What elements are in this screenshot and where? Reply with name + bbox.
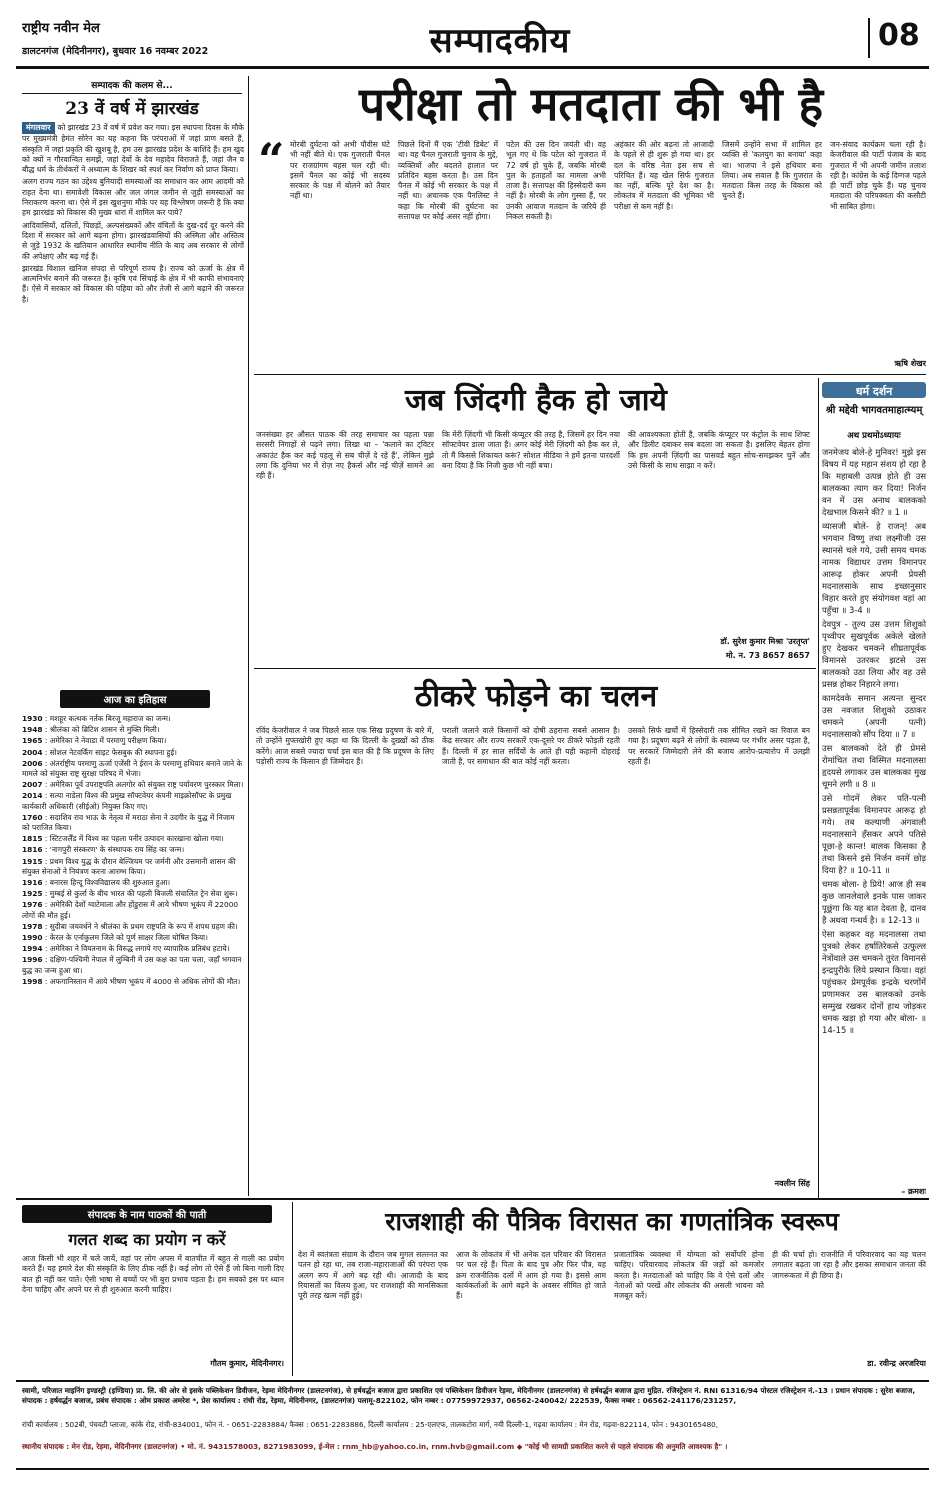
history-year: 1916 (22, 878, 43, 888)
history-item: 1994 : अमेरिका ने वियतनाम के विरुद्ध लगाये गए व्यापारिक प्रतिबंध हटाये। (22, 944, 230, 954)
history-year: 1930 (22, 714, 43, 723)
history-text: सत्या नाडेला विश्व की प्रमुख सॉफ्टवेयर कंपनी माइक्रोसॉफ्ट के प्रमुख कार्यकारी अधिकारी (सीईओ) नियुक्त किए गए। (22, 791, 232, 811)
hack-column: की आवश्यकता होती है, जबकि कंप्यूटर पर कंट्रोल के साथ शिफ्ट और डिलीट दबाकर सब बदला जा सकता है। इसलिए बेहतर होगा कि हम अपनी ज़िंदगी का पासवर्ड बहुत सोच-समझकर चुनें और उसे किसी के साथ साझा न करें। (628, 430, 810, 470)
history-item: 2004 : सोशल नेटवर्किंग साइट फेसबुक की स्थापना हुई। (22, 747, 177, 757)
history-year: 1996 (22, 955, 43, 965)
contact: स्थानीय संपादक : मेन रोड, रेड़मा, मेदिनीनगर (डालटनगंज) • मो. नं. 9431578003, 8271983099, ई-मेल : rnm_hb@yahoo.co.in, rnm.hvb@gmail.com ◆ "कोई भी सामग्री प्रकाशित करने से पहले संपादक की अनुमति आवश्यक है" । (22, 1442, 728, 1451)
rajshahi-column: देश में स्वतंत्रता संग्राम के दौरान जब मुगल सल्तनत का पतन हो रहा था, तब राजा-महाराजाओं की परंपरा एक अलग रूप में आगे बढ़ रही थी। आजादी के बाद रियासतों का विलय हुआ, पर राजशाही की मानसिकता पूरी तरह खत्म नहीं हुई। (298, 1250, 448, 1301)
history-year: 2006 (22, 758, 43, 768)
section-rule (16, 1198, 929, 1200)
history-title: आज का इतिहास (60, 690, 210, 708)
lead-headline: परीक्षा तो मतदाता की भी है (358, 77, 824, 131)
letters-box-title: संपादक के नाम पाठकों की पाती (22, 1205, 272, 1223)
rajshahi-byline: डा. रवीन्द्र अरजरिया (867, 1359, 926, 1368)
thikre-column: पराली जलाने वाले किसानों को दोषी ठहराना सबसे आसान है। केंद्र सरकार और राज्य सरकारें एक-दूसरे पर ठीकरे फोड़ती रहती हैं। दिल्ली में हर साल सर्दियों के आते ही यही कहानी दोहराई जाती है, पर समाधान की बात कोई नहीं करता। (442, 726, 620, 766)
rajshahi-headline: राजशाही की पैत्रिक विरासत का गणतांत्रिक स्वरूप (385, 1207, 839, 1236)
history-year: 1948 (22, 725, 43, 735)
history-item: 1976 : अमेरिकी देशों ग्वाटेमाला और होंडुरास में आये भीषण भूकंप में 22000 लोगों की मौत हुई। (22, 900, 239, 920)
lead-column: पिछले दिनों मैं एक 'टीवी डिबेट' में था। वह चैनल गुजराती चुनाव के मुद्दे, व्यक्तियों और बदलते हालात पर प्रतिदिन बहस करता है। उस दिन पैनल में कोई भी सरकार के पक्ष में नहीं था। अचानक एक पैनलिस्ट ने कहा कि मोरबी की दुर्घटना का सत्तापक्ष पर कोई असर नहीं होगा। (398, 140, 498, 222)
column-divider (818, 378, 819, 1198)
lead-column: जिसमें उन्होंने सभा में शामिल हर व्यक्ति से 'कलयुग का बनाया' कहा था। भाजपा ने इसे हथियार बना लिया। अब सवाल है कि गुजरात के मतदाता किस तरह के विकास को चुनते हैं। (722, 140, 822, 201)
rajshahi-column: आज के लोकतंत्र में भी अनेक दल परिवार की विरासत पर चल रहे हैं। पिता के बाद पुत्र और फिर पौत्र, यह क्रम राजनीतिक दलों में आम हो गया है। इससे आम कार्यकर्ताओं के आगे बढ़ने के अवसर सीमित हो जाते हैं। (456, 1250, 606, 1301)
rajshahi-column: प्रजातांत्रिक व्यवस्था में योग्यता को सर्वोपरि होना चाहिए। परिवारवाद लोकतंत्र की जड़ों को कमजोर करता है। मतदाताओं को चाहिए कि वे ऐसे दलों और नेताओं को परखें और लोकतंत्र की असली भावना को मजबूत करें। (614, 1250, 764, 1301)
history-text: सुदीबा जयवर्धने ने श्रीलंका के प्रथम राष्ट्रपति के रूप में शपथ ग्रहण की। (49, 921, 238, 931)
history-item: 1815 : स्टिटजर्लैंड में विश्व का पहला पनीर उत्पादन कारखाना खोला गया। (22, 834, 224, 844)
lead-column: जन-संवाद कार्यक्रम चला रही है। केजरीवाल की पार्टी पंजाब के बाद गुजरात में भी अपनी जमीन तलाश रही है। कांग्रेस के कई दिग्गज पहले ही पार्टी छोड़ चुके हैं। यह चुनाव मतदाता की परिपक्वता की कसौटी भी साबित होगा। (830, 140, 926, 211)
history-year: 1990 (22, 933, 43, 943)
history-item: 1816 : 'नागपुरी संस्करण' के संस्थापक राय सिंह का जन्म। (22, 845, 185, 855)
history-text: सोशल नेटवर्किंग साइट फेसबुक की स्थापना हुई। (49, 747, 177, 757)
editorial-para: झारखंड विशाल खनिज संपदा से परिपूर्ण राज्य है। राज्य को ऊर्जा के क्षेत्र में आत्मनिर्भर बनाने की जरूरत है। कृषि एवं सिंचाई के क्षेत्र में भी काफी संभावनाएं हैं। ऐसे में सरकार को विकास की पहिया को और तेजी से आगे बढ़ाने की जरूरत है। (22, 263, 244, 304)
history-text: मुम्बई से कुर्ला के बीच भारत की पहली बिजली संचालित ट्रेन सेवा शुरू। (49, 889, 238, 899)
history-text: सदाशिव राव भाऊ के नेतृत्व में मराठा सेना ने उदगीर के युद्ध में निजाम को पराजित किया। (22, 812, 235, 833)
history-item: 1965 : अमेरिका ने नेवाडा में परमाणु परीक्षण किया। (22, 736, 167, 746)
history-item: 1915 : प्रथम विश्व युद्ध के दौरान बेल्जियम पर जर्मनी और उत्तमानी शासन की संयुक्त सेनाओं ने नियंत्रण करना आरम्भ किया। (22, 856, 236, 876)
history-text: मशहूर कत्थक नर्तक बिरजू महाराज का जन्म। (49, 714, 171, 723)
page-number: 08 (868, 18, 928, 58)
history-text: दक्षिण-पश्चिमी नेपाल में लुम्बिनी में उस कक्ष का पता चला, जहाँ भगवान बुद्ध का जन्म हुआ था। (22, 955, 242, 975)
column-divider (292, 1202, 293, 1376)
column-divider (248, 76, 249, 1196)
history-year: 1816 (22, 845, 43, 855)
history-text: श्रीलंका को ब्रिटिश शासन से मुक्ति मिली। (49, 725, 160, 735)
history-text: स्टिटजर्लैंड में विश्व का पहला पनीर उत्पादन कारखाना खोला गया। (49, 834, 224, 844)
dharm-subtitle: अथ प्रथमोऽध्यायः (847, 431, 901, 441)
history-year: 2007 (22, 780, 43, 790)
lead-pullquote: मोरबी दुर्घटना को अभी पौवीस घंटे भी नहीं बीते थे। एक गुजराती चैनल पर राजग्रांगम बहस चल रही थी। इसमें पैनल का कोई भी सदस्य सरकार के पक्ष में बोलने को तैयार नहीं था। (290, 140, 390, 201)
dharm-para: उस बालकको देते ही प्रेमसे रोमांचित तथा विस्मित मदनालसा हृदयसे लगाकर उस बालकका मुख चूमने लगी ॥ 8 ॥ (822, 743, 926, 789)
history-text: अफगानिस्तान में आये भीषण भूकंप में 4000 से अधिक लोगों की मौत। (49, 976, 241, 986)
rajshahi-column: ही की चर्चा हो। राजनीति में परिवारवाद का यह चलन लगातार बढ़ता जा रहा है और इसका समाधान जनता की जागरूकता में ही छिपा है। (772, 1250, 926, 1280)
editorial-title: 23 वें वर्ष में झारखंड (65, 99, 199, 118)
hack-column: जनसंख्या हर औसत पाठक की तरह समाचार का पहला पन्ना सरसरी निगाहों से पढ़ने लगा। लिखा था – 'कलाने का ट्विटर अकाउंट हैक कर कई पहलू से सब चीज़ें दे रहे हैं', लेकिन मुझे लगा कि दुनिया भर में रोज़ नए हैकर्स और नई चीज़ें सामने आ रही हैं। (256, 430, 434, 481)
dharm-para: चमक बोला- हे प्रिये! आज ही सब कुछ जानलेवाले इनके पास जाकर पूछूंगा कि यह बात देवता है, दानव है अथवा गन्धर्व है। ॥ 12-13 ॥ (822, 879, 926, 925)
letters-byline: गौतम कुमार, मेदिनीनगर। (210, 1359, 284, 1368)
dharm-para: व्यासजी बोले- हे राजन्! अब भगवान विष्णु तथा लक्ष्मीजी उस स्थानसे चले गये, उसी समय चमक नामक विद्याधर उत्तम विमानपर आरूढ़ होकर अपनी प्रेयसी मदनालसाके साथ इच्छानुसार विहार करते हुए संयोगवश वहां आ पहुँचा ॥ 3-4 ॥ (822, 521, 926, 615)
hack-byline: डॉ. सुरेश कुमार मिश्रा 'उरतृप्त' (720, 637, 810, 646)
history-item: 1998 : अफगानिस्तान में आये भीषण भूकंप में 4000 से अधिक लोगों की मौत। (22, 976, 241, 986)
dharm-para: जनमेजय बोले-हे मुनिवर! मुझे इस विषय में यह महान संशय हो रहा है कि महाबली उत्पन्न होते ही उस बालकका त्याग कर दिया! निर्जन वन में उस अनाथ बालकको देखभाल किसने की? ॥ 1 ॥ (822, 447, 926, 517)
thikre-column: उसको सिर्फ खर्चों में हिस्सेदारी तक सीमित रखने का रिवाज बन गया है। प्रदूषण बढ़ने से लोगों के स्वास्थ्य पर गंभीर असर पड़ता है, पर सरकारें जिम्मेदारी लेने की बजाय आरोप-प्रत्यारोप में उलझी रहती हैं। (628, 726, 810, 766)
history-text: अमेरिकी देशों ग्वाटेमाला और होंडुरास में आये भीषण भूकंप में 22000 लोगों की मौत हुई। (22, 900, 239, 920)
history-year: 2004 (22, 747, 43, 757)
letters-body: आज किसी भी शहर में चले जायें, वहां पर लोग अपस में बातचीत में बहुत से गाली का प्रयोग करते हैं। यह हमारे देश की संस्कृति के लिए ठीक नहीं है। कई लोग तो ऐसे हैं जो बिना गाली दिए बात ही नहीं कर पाते। ऐसी भाषा से बच्चों पर भी बुरा प्रभाव पड़ता है। हम सबको इस पर ध्यान देना चाहिए और अपने घर से ही शुरुआत करनी चाहिए। (22, 1254, 284, 1294)
history-year: 2014 (22, 791, 43, 801)
editorial-tag: मंगलवार (22, 122, 55, 134)
history-year: 1998 (22, 976, 43, 986)
editorial-para: अलग राज्य गठन का उद्देश्य बुनियादी समस्याओं का समाधान कर आम आदमी को राहत देना था। समावेशी विकास और जल जंगल जमीन से जुड़ी समस्याओं का निराकरण करना था। ऐसे में इस खुशनुमा मौके पर यह विश्लेषण जरूरी है कि क्या हम झारखंड को विकास की मुख्य धारा में शामिल कर पाये? (22, 177, 244, 218)
quote-icon: “ (258, 140, 285, 180)
history-item: 2006 : अंतर्राष्ट्रीय परमाणु ऊर्जा एजेंसी ने ईरान के परमाणु हथियार बनाने जाने के मामले को संयुक्त राष्ट्र सुरक्षा परिषद में भेजा। (22, 758, 243, 779)
history-item: 2007 : अमेरिका पूर्व उपराष्ट्रपति अलगोर को संयुक्त राष्ट्र पर्यावरण पुरस्कार मिला। (22, 780, 244, 790)
masthead-rule (16, 66, 929, 69)
hack-column: कि मेरी ज़िंदगी भी किसी कंप्यूटर की तरह है, जिसमें हर दिन नया सॉफ्टवेयर डाला जाता है। अगर कोई मेरी ज़िंदगी को हैक कर ले, तो मैं किससे शिकायत करूं? सोशल मीडिया ने हमें इतना पारदर्शी बना दिया है कि निजी कुछ भी नहीं बचा। (442, 430, 620, 470)
history-text: केरल के एर्नाकुलम जिले को पूर्ण साक्षर जिला घोषित किया। (49, 933, 208, 943)
paper-name: राष्ट्रीय नवीन मेल (22, 21, 100, 36)
history-year: 1815 (22, 834, 43, 844)
history-text: अंतर्राष्ट्रीय परमाणु ऊर्जा एजेंसी ने ईरान के परमाणु हथियार बनाने जाने के मामले को संयुक्त राष्ट्र सुरक्षा परिषद में भेजा। (22, 758, 243, 779)
history-text: अमेरिका ने नेवाडा में परमाणु परीक्षण किया। (49, 736, 167, 746)
section-rule (254, 668, 816, 669)
section-title: सम्पादकीय (429, 21, 571, 60)
editorial-body (22, 122, 244, 682)
lead-column: अहंकार की ओर बढ़ना तो आजादी के पहले से ही शुरू हो गया था। हर दल के वरिष्ठ नेता इस सच से परिचित हैं। यह खेल सिर्फ गुजरात का नहीं, बल्कि पूरे देश का है। लोकतंत्र में मतदाता की भूमिका भी परीक्षा से कम नहीं है। (614, 140, 714, 211)
thikre-byline: नवलीन सिंह (774, 1179, 810, 1188)
dharm-footer: – क्रमशः (901, 1187, 926, 1196)
dharm-para: ऐसा कहकर वह मदनालसा तथा पुत्रको लेकर हर्षातिरेकसे उत्फुल्ल नेत्रोंवाले उस चमकने तुरंत विमानसे इन्द्रपुरीके लिये प्रस्थान किया। वहां पहुंचकर प्रेमपूर्वक इन्द्रके चरणोंमें प्रणामकर उस बालकको उनके सम्मुख रखकर दोनों हाथ जोड़कर चमक खड़ा हो गया और बोला- ॥ 14-15 ॥ (822, 929, 926, 1035)
letters-title: गलत शब्द का प्रयोग न करें (68, 1230, 226, 1249)
history-text: अमेरिका ने वियतनाम के विरुद्ध लगाये गए व्यापारिक प्रतिबंध हटाये। (49, 944, 230, 954)
history-year: 1925 (22, 889, 43, 899)
history-item: 1760 : सदाशिव राव भाऊ के नेतृत्व में मराठा सेना ने उदगीर के युद्ध में निजाम को पराजित किया। (22, 812, 235, 833)
imprint: स्वामी, परिजात माइनिंग इण्डस्ट्री (इण्डिया) प्रा. लि. की ओर से इसके पब्लिकेशन डिवीजन, रेड़मा मेदिनीनगर (डालटनगंज), से हर्षवर्द्धन बजाज द्वारा प्रकाशित एवं पब्लिकेशन डिवीजन रेड़मा, मेदिनीनगर (डालटनगंज) से हर्षवर्द्धन बजाज द्वारा मुद्रित. रजिस्ट्रेशन नं. RNI 61316/94 पोस्टल रजिस्ट्रेशन नं.-13 । प्रधान संपादक : सुरेश बजाज, संपादक : हर्षवर्द्धन बजाज, प्रबंध संपादक : ओम प्रकाश अमरेश *, प्रेस कार्यालय : रांची रोड, रेड़मा, मेदिनीनगर, (डालटनगंज) पलामू-822102, फोन नम्बर : 07759972937, 06562-240042/ 222539, फैक्स नम्बर : 06562-241176/231257, (22, 1386, 916, 1405)
dharm-para: उसे गोदमें लेकर पति-पत्नी प्रसन्नतापूर्वक विमानपर आरूढ़ हो गये। तब कल्याणी अंगवाली मदनालसाने हँसकर अपने पतिसे पूछा-हे कान्त! बालक किसका है तथा किसने इसे निर्जन वनमें छोड़ दिया है? ॥ 10-11 ॥ (822, 793, 926, 875)
history-year: 1994 (22, 944, 43, 954)
lead-byline: ऋषि शेखर (894, 359, 926, 368)
editorial-para: आदिवासियों, दलितों, पिछड़ों, अल्पसंख्यकों और वंचितों के दुख-दर्द दूर करने की दिशा में सरकार को आगे बढ़ना होगा। झारखंडवासियों की अस्मिता और अस्तित्व से जुड़े 1932 के खतियान आधारित स्थानीय नीति के बाद अब सरकार से लोगों की अपेक्षाएं और बढ़ गई हैं। (22, 220, 244, 261)
history-item: 2014 : सत्या नाडेला विश्व की प्रमुख सॉफ्टवेयर कंपनी माइक्रोसॉफ्ट के प्रमुख कार्यकारी अधिकारी (सीईओ) नियुक्त किए गए। (22, 791, 232, 811)
lead-column: पटेल की उस दिन जयंती थी। वह भूल गए थे कि पटेल को गुजरात में 72 वर्ष हो चुके हैं, जबकि मोरबी पुल के हताहतों का मामला अभी ताजा है। सत्तापक्ष की हिस्सेदारी कम नहीं है। मोरबी के लोग गुस्सा हैं, पर उनकी आवाज मतदान के जरिये ही निकल सकती है। (506, 140, 606, 222)
footer-rule (16, 1380, 929, 1382)
section-rule (254, 374, 926, 375)
history-year: 1965 (22, 736, 43, 746)
history-year: 1760 (22, 812, 43, 822)
history-item: 1916 : बनारस हिन्दू विश्वविद्यालय की शुरुआत हुआ। (22, 878, 171, 888)
history-year: 1915 (22, 856, 43, 866)
dharm-body (822, 446, 926, 1186)
editorial-para: को झारखंड 23 वें वर्ष में प्रवेश कर गया। इस स्थापना दिवस के मौके पर मुख्यमंत्री हेमंत सोरेन का यह कहना कि परंपराओं में जहां प्राण बसते हैं, संस्कृति में जहां प्रकृति की खुशबू है, हम उस झारखंड प्रदेश के बाशिंदे हैं। हम खुद को क्यों न गौरवान्वित समझें, जहां देवों के देव महादेव विराजते हैं, जहां जैन व बौद्ध धर्म के तीर्थकरों ने अध्यात्म के शिखर को स्पर्श कर निर्वाण को प्राप्त किया। (22, 123, 244, 175)
history-item: 1948 : श्रीलंका को ब्रिटिश शासन से मुक्ति मिली। (22, 725, 160, 735)
history-item: 1996 : दक्षिण-पश्चिमी नेपाल में लुम्बिनी में उस कक्ष का पता चला, जहाँ भगवान बुद्ध का जन्म हुआ था। (22, 955, 242, 975)
hack-contact: मो. न. 73 8657 8657 (725, 651, 810, 660)
dharm-title: श्री मद्देवी भागवतमाहात्म्यम् (825, 405, 923, 416)
dharm-para: कामदेवके समान अत्यन्त सुन्दर उस नवजात शिशुको उठाकर चमकने (अपनी पत्नी) मदनालसाको सौंप दिया ॥ 7 ॥ (822, 693, 926, 739)
history-year: 1976 (22, 900, 43, 910)
history-text: बनारस हिन्दू विश्वविद्यालय की शुरुआत हुआ। (49, 878, 171, 888)
hack-headline: जब जिंदगी हैक हो जाये (405, 383, 667, 418)
history-list (22, 714, 244, 1194)
offices: रांची कार्यालय : 502बी, पंचवटी प्लाजा, कांके रोड, रांची-834001, फोन नं. - 0651-2283884/ फैक्स : 0651-2283886, दिल्ली कार्यालय : 25-एलएफ, तालकटोरा मार्ग, नयी दिल्ली-1, गढ़वा कार्यालय : मेन रोड, गढ़वा-822114, फोन : 9430165480, (22, 1420, 719, 1429)
editorial-kicker: सम्पादक की कलम से... (22, 78, 242, 94)
history-item: 1925 : मुम्बई से कुर्ला के बीच भारत की पहली बिजली संचालित ट्रेन सेवा शुरू। (22, 889, 238, 899)
dharm-para: देवपुत्र - तुल्य उस उत्तम शिशुको पृथ्वीपर सुखपूर्वक अकेले खेलते हुए देखकर चमकने शीघ्रतापूर्वक विमानसे उतरकर झटसे उस बालकको उठा लिया और वह उसे प्रसन्न होकर निहारने लगा। (822, 619, 926, 689)
thikre-headline: ठीकरे फोड़ने का चलन (414, 679, 658, 714)
footer-bottom-rule (16, 1468, 929, 1470)
dateline: डालटनगंज (मेदिनीनगर), बुधवार 16 नवम्बर 2022 (22, 46, 209, 57)
history-text: अमेरिका पूर्व उपराष्ट्रपति अलगोर को संयुक्त राष्ट्र पर्यावरण पुरस्कार मिला। (49, 780, 244, 790)
dharm-tag: धर्म दर्शन (822, 382, 926, 398)
history-item: 1978 : सुदीबा जयवर्धने ने श्रीलंका के प्रथम राष्ट्रपति के रूप में शपथ ग्रहण की। (22, 921, 238, 931)
history-item: 1930 : मशहूर कत्थक नर्तक बिरजू महाराज का जन्म। (22, 714, 171, 723)
history-year: 1978 (22, 921, 43, 931)
history-text: प्रथम विश्व युद्ध के दौरान बेल्जियम पर जर्मनी और उत्तमानी शासन की संयुक्त सेनाओं ने नियंत्रण करना आरम्भ किया। (22, 856, 236, 876)
history-item: 1990 : केरल के एर्नाकुलम जिले को पूर्ण साक्षर जिला घोषित किया। (22, 933, 208, 943)
masthead (22, 18, 272, 66)
thikre-column: रविंद केजरीवाल ने जब पिछले साल एक सिख प्रदुषण के बारे में, तो उन्होंने मुफ्तखोरी हुए कहा था कि दिल्ली के दुख्खों को ठीक करेंगे। आज सबसे ज्यादा चर्चा इस बात की है कि प्रदूषण के लिए पड़ोसी राज्य के किसान ही जिम्मेदार हैं। (256, 726, 434, 766)
history-text: 'नागपुरी संस्करण' के संस्थापक राय सिंह का जन्म। (49, 845, 185, 855)
